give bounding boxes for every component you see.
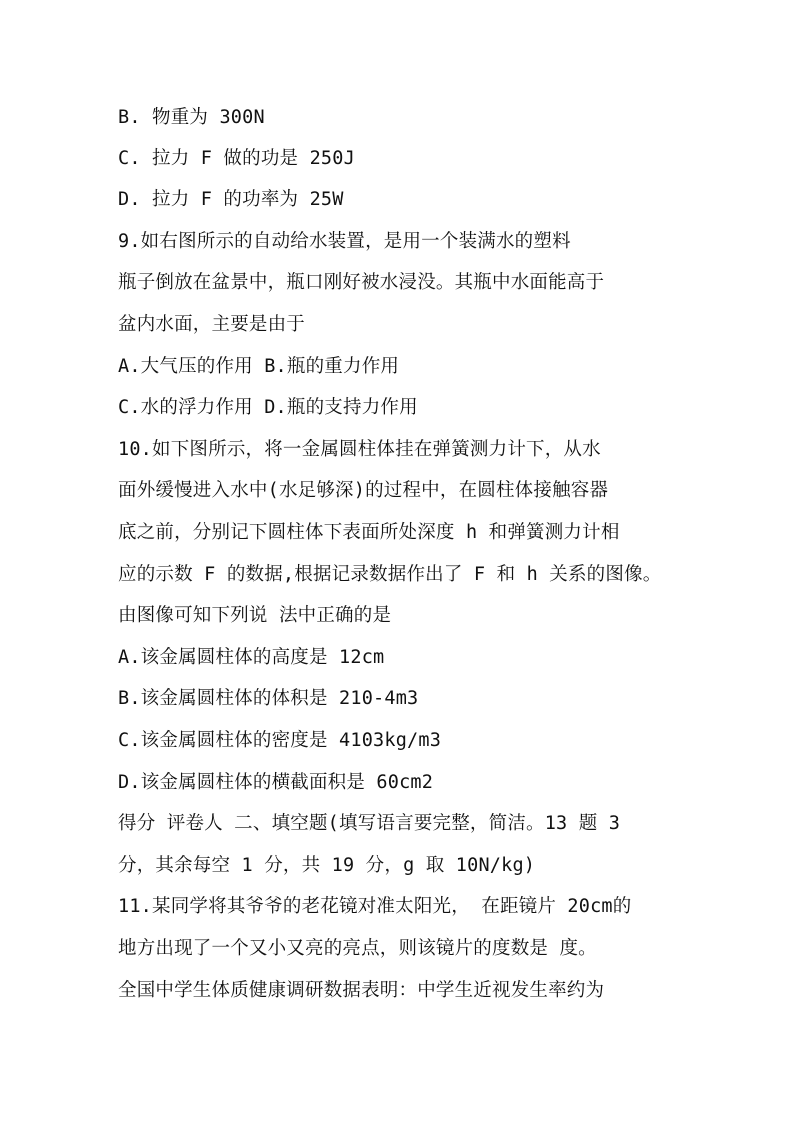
question-11-line-1: 11.某同学将其爷爷的老花镜对准太阳光， 在距镜片 20cm的	[118, 896, 632, 917]
question-10-line-4: 应的示数 F 的数据,根据记录数据作出了 F 和 h 关系的图像。	[118, 564, 662, 585]
question-9-options-cd: C.水的浮力作用 D.瓶的支持力作用	[118, 397, 418, 418]
question-9-line-2: 瓶子倒放在盆景中，瓶口刚好被水浸没。其瓶中水面能高于	[118, 272, 605, 293]
question-10-line-3: 底之前，分别记下圆柱体下表面所处深度 h 和弹簧测力计相	[118, 522, 620, 543]
question-10-line-1: 10.如下图所示，将一金属圆柱体挂在弹簧测力计下，从水	[118, 439, 601, 460]
option-c-text: C. 拉力 F 做的功是 250J	[118, 148, 355, 169]
question-11-line-3: 全国中学生体质健康调研数据表明：中学生近视发生率约为	[118, 980, 605, 1001]
option-d-text: D. 拉力 F 的功率为 25W	[118, 189, 344, 210]
question-10-line-2: 面外缓慢进入水中(水足够深)的过程中，在圆柱体接触容器	[118, 480, 609, 501]
section-2-instructions: 分，其余每空 1 分，共 19 分，g 取 10N/kg)	[118, 855, 536, 876]
question-9-line-1: 9.如右图所示的自动给水装置，是用一个装满水的塑料	[118, 231, 571, 252]
section-2-header: 得分 评卷人 二、填空题(填写语言要完整，简洁。13 题 3	[118, 813, 621, 834]
question-10-option-d: D.该金属圆柱体的横截面积是 60cm2	[118, 772, 434, 793]
question-10-option-a: A.该金属圆柱体的高度是 12cm	[118, 647, 385, 668]
question-10-option-b: B.该金属圆柱体的体积是 210-4m3	[118, 688, 419, 709]
option-b-text: B. 物重为 300N	[118, 107, 265, 128]
question-9-line-3: 盆内水面，主要是由于	[118, 314, 306, 335]
question-10-option-c: C.该金属圆柱体的密度是 4103kg/m3	[118, 730, 442, 751]
question-9-options-ab: A.大气压的作用 B.瓶的重力作用	[118, 356, 400, 377]
question-10-line-5: 由图像可知下列说 法中正确的是	[118, 605, 392, 626]
question-11-line-2: 地方出现了一个又小又亮的亮点，则该镜片的度数是 度。	[118, 938, 597, 959]
